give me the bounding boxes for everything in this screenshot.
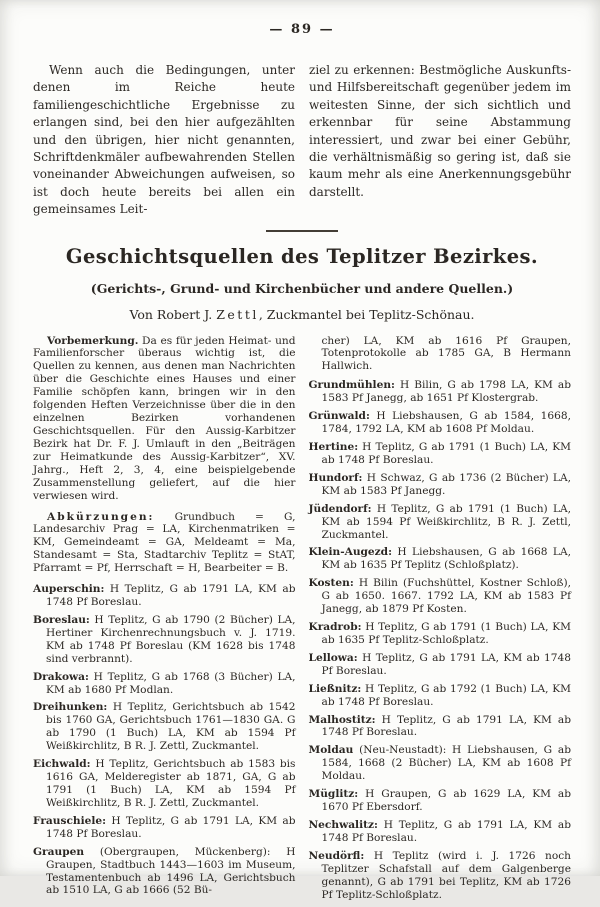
entry-nechwalitz [309, 819, 572, 845]
page-number: — 89 — [269, 22, 335, 37]
intro-paragraph-left: Wenn auch die Bedingungen, unter denen im Reiche heute familiengeschichtliche Ergebnisse zu erlangen sind, bei den hier aufgezählten und den übrigen, hier nicht genannten, Schriftdenkmäler aufbewahrenden Stellen voneinander Abweichungen aufweisen, so ist doch heute bereits bei allen ein gemeinsames Leit- [33, 63, 295, 217]
entry-name: Jüdendorf: [308, 502, 372, 515]
entry-text: H Teplitz, G ab 1791 LA, KM ab 1748 Pf Boreslau. [321, 819, 571, 844]
entry-text: H Schwaz, G ab 1736 (2 Bücher) LA, KM ab 1583 Pf Janegg. [321, 471, 571, 497]
main-right-column [309, 335, 572, 907]
entry-text: H Teplitz, G ab 1791 (1 Buch) LA, KM ab 1635 Pf Teplitz-Schloßplatz. [321, 621, 571, 646]
entry-name: Lellowa: [308, 651, 358, 664]
entry-text: H Teplitz, G ab 1790 (2 Bücher) LA, Hertiner Kirchenrechnungsbuch v. J. 1719. KM ab 1748 Pf Boreslau (KM 1628 bis 1748 sind verbrannt). [46, 613, 296, 665]
article-title: Geschichtsquellen des Teplitzer Bezirkes. [65, 244, 539, 268]
entry-dreihunken [33, 701, 296, 753]
article-subtitle: (Gerichts-, Grund- und Kirchenbücher und andere Quellen.) [90, 280, 514, 296]
entry-text: H Teplitz, G ab 1791 (1 Buch) LA, KM ab 1594 Pf Weißkirchlitz, B R. J. Zettl, Zuckmantel. [321, 502, 571, 541]
entry-name: Boreslau: [33, 613, 90, 626]
entry-name: Graupen [33, 845, 85, 858]
entry-name: Klein-Augezd: [308, 546, 392, 559]
abkuerzungen-text: Grundbuch = G, Landesarchiv Prag = LA, Kirchenmatriken = KM, Gemeindeamt = GA, Meldeamt = Ma, Standesamt = Sta, Stadtarchiv Teplitz = StAT, Pfarramt = Pf, Herrschaft = H, Bearbeiter = B. [33, 510, 296, 575]
entry-name: Grünwald: [308, 410, 370, 423]
entry-text: H Teplitz, G ab 1791 LA, KM ab 1748 Pf Boreslau. [46, 583, 296, 609]
entry-name: Hundorf: [308, 471, 363, 484]
byline-author-name: Zettl [216, 306, 259, 322]
entry-text: (Obergraupen, Mückenberg): H Graupen, Stadtbuch 1443—1603 im Museum, Testamentenbuch ab 1496 LA, Gerichtsbuch ab 1510 LA, G ab 1666 (52 Bü- [46, 845, 296, 897]
entry-name: Müglitz: [308, 788, 359, 801]
entry-name: Dreihunken: [33, 701, 108, 714]
entry-juedendorf [309, 503, 572, 542]
intro-left-column [33, 62, 295, 219]
abkuerzungen-paragraph [33, 511, 296, 576]
entry-drakowa [33, 671, 296, 697]
entry-name: Ließnitz: [308, 682, 362, 695]
entry-name: Grundmühlen: [308, 379, 395, 392]
entry-text: H Bilin (Fuchshüttel, Kostner Schloß), G ab 1650. 1667. 1792 LA, KM ab 1583 Pf Janegg, ab 1879 Pf Kosten. [321, 577, 571, 616]
entry-text: (Neu-Neustadt): H Liebshausen, G ab 1584, 1668 (2 Bücher) LA, KM ab 1608 Pf Moldau. [321, 744, 571, 783]
entry-liessnitz [309, 683, 572, 709]
entry-text: H Teplitz, Gerichtsbuch ab 1583 bis 1616 GA, Melderegister ab 1871, GA, G ab 1791 (1 Buch) LA, KM ab 1594 Pf Weißkirchlitz, B R. J. Zettl, Zuckmantel. [46, 758, 296, 809]
entry-text: H Teplitz, G ab 1791 LA, KM ab 1748 Pf Boreslau. [46, 814, 296, 840]
entry-name: Hertine: [308, 440, 359, 453]
entry-auperschin [33, 583, 296, 609]
vorbemerkung-text: Da es für jeden Heimat- und Familienforscher überaus wichtig ist, die Quellen zu kennen, aus denen man Nachrichten über die Geschichte eines Hauses und einer Familie schöpfen kann, bringen wir in den folgenden Heften Verzeichnisse über die in den einzelnen Bezirken vorhandenen Geschichtsquellen. Für den Aussig-Karbitzer Bezirk hat Dr. F. J. Umlauft in den „Beiträgen zur Heimatkunde des Aussig-Karbitzer“, XV. Jahrg., Heft 2, 3, 4, eine beispielgebende Zusammenstellung geliefert, auf die hier verwiesen wird. [33, 334, 296, 502]
entry-frauschiele [33, 815, 296, 841]
entry-name: Auperschin: [33, 583, 105, 596]
entry-text: H Liebshausen, G ab 1584, 1668, 1784, 1792 LA, KM ab 1608 Pf Moldau. [321, 410, 571, 436]
vorbemerkung-paragraph [33, 335, 296, 503]
entry-text: H Liebshausen, G ab 1668 LA, KM ab 1635 Pf Teplitz (Schloßplatz). [321, 546, 571, 572]
entry-text: H Bilin, G ab 1798 LA, KM ab 1583 Pf Janegg, ab 1651 Pf Klostergrab. [321, 379, 571, 405]
main-left-column [33, 335, 296, 907]
entry-moldau [309, 744, 572, 783]
entry-name: Frauschiele: [33, 814, 107, 827]
entry-name: Neudörfl: [308, 849, 365, 862]
entry-text: H Teplitz, G ab 1791 (1 Buch) LA, KM ab 1748 Pf Boreslau. [321, 440, 571, 466]
article-byline [33, 307, 571, 322]
entry-boreslau [33, 614, 296, 666]
entry-name: Kosten: [308, 577, 354, 590]
entry-kosten [309, 577, 572, 616]
entry-graupen-continuation: cher) LA, KM ab 1616 Pf Graupen, Totenprotokolle ab 1785 GA, B Hermann Hallwich. [321, 334, 571, 373]
entry-hundorf [309, 472, 572, 498]
entry-klein-augezd [309, 546, 572, 572]
entry-name: Kradrob: [308, 621, 362, 634]
entry-text: H Teplitz, Gerichtsbuch ab 1542 bis 1760 GA, Gerichtsbuch 1761—1830 GA. G ab 1790 (1 Buch) LA, KM ab 1594 Pf Weißkirchlitz, B R. J. Zettl, Zuckmantel. [46, 701, 296, 753]
entry-name: Drakowa: [33, 670, 89, 683]
intro-paragraph-right: ziel zu erkennen: Bestmögliche Auskunfts- und Hilfsbereitschaft gegenüber jedem im weitesten Sinne, der sich sichtlich und erkennbar für seine Abstammung interessiert, und zwar bei einer Gebühr, die verhältnismäßig so gering ist, daß sie kaum mehr als eine Anerkennungsgebühr darstellt. [309, 63, 571, 199]
entry-name: Nechwalitz: [308, 819, 378, 832]
byline-prefix: Von Robert J. [129, 306, 217, 322]
main-columns [33, 335, 571, 907]
entry-text: H Teplitz, G ab 1792 (1 Buch) LA, KM ab 1748 Pf Boreslau. [321, 682, 571, 708]
entry-hertine [309, 441, 572, 467]
entry-eichwald [33, 758, 296, 810]
entry-name: Eichwald: [33, 758, 91, 771]
entry-kradrob [309, 621, 572, 647]
intro-columns [33, 62, 571, 219]
abkuerzungen-label: Abkürzungen: [47, 510, 155, 523]
entry-name: Malhostitz: [308, 713, 376, 726]
entry-graupen [33, 846, 296, 898]
entry-text: H Teplitz, G ab 1791 LA, KM ab 1748 Pf Boreslau. [321, 651, 571, 677]
vorbemerkung-label: Vorbemerkung. [47, 334, 139, 347]
entry-mueglitz [309, 788, 572, 814]
entry-name: Moldau [308, 744, 354, 757]
byline-suffix: , Zuckmantel bei Teplitz-Schönau. [258, 306, 475, 322]
entry-text: H Teplitz (wird i. J. 1726 noch Teplitzer Schafstall auf dem Galgenberge genannt), G ab 1791 bei Teplitz, KM ab 1726 Pf Teplitz-Schloßplatz. [321, 849, 571, 901]
entry-grundmuehlen [309, 379, 572, 405]
intro-right-column [309, 62, 571, 219]
entry-text: H Teplitz, G ab 1768 (3 Bücher) LA, KM ab 1680 Pf Modlan. [46, 670, 296, 696]
section-divider-rule [266, 230, 338, 232]
entry-malhostitz [309, 714, 572, 740]
entry-lellowa [309, 652, 572, 678]
entry-text: H Teplitz, G ab 1791 LA, KM ab 1748 Pf Boreslau. [321, 713, 571, 739]
entry-text: H Graupen, G ab 1629 LA, KM ab 1670 Pf Ebersdorf. [321, 788, 571, 814]
entry-gruenwald [309, 410, 572, 436]
